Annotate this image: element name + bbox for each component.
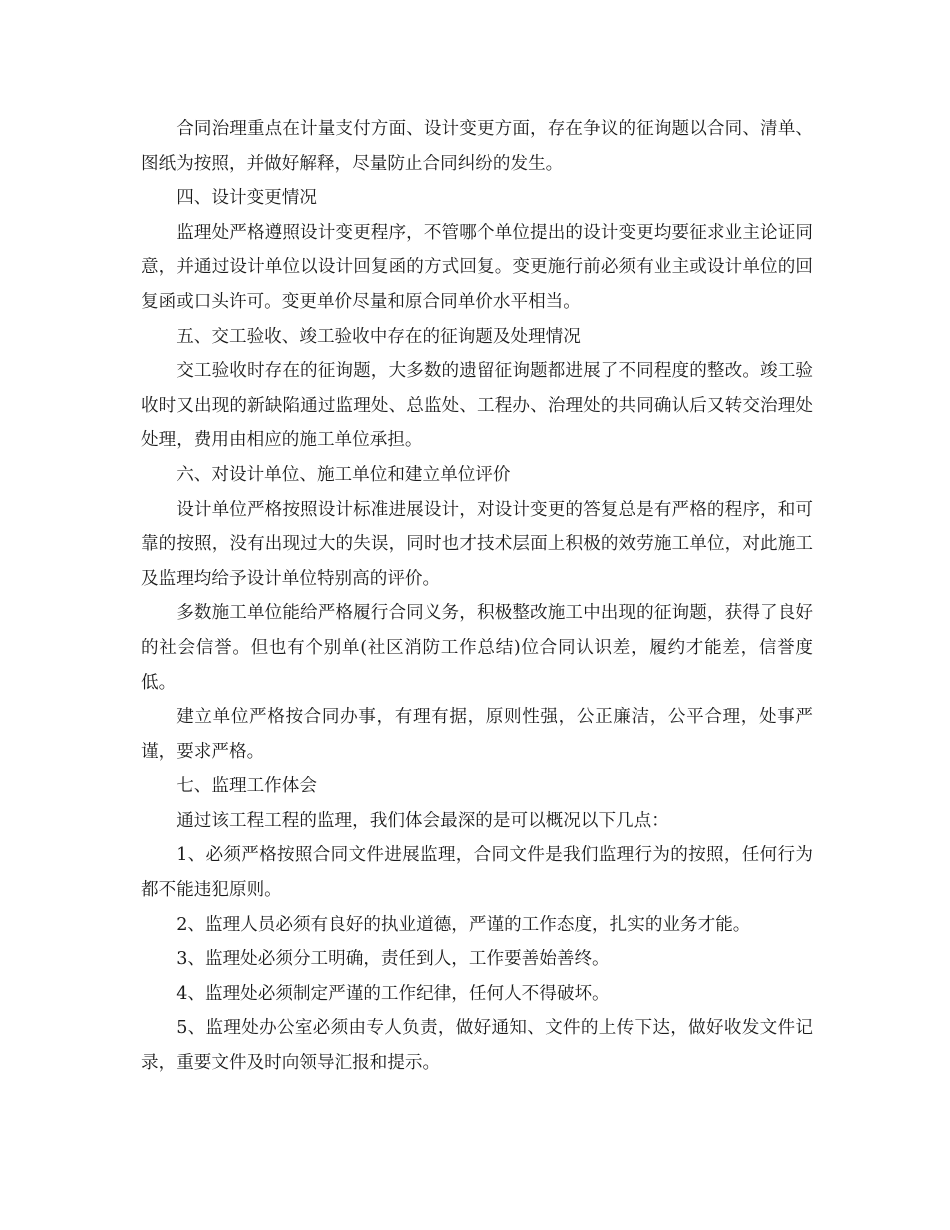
section-heading-supervision-experience: 七、监理工作体会	[176, 776, 317, 797]
document-body	[141, 112, 813, 1081]
section-heading-design-change: 四、设计变更情况	[176, 188, 317, 209]
list-item-point-3: 3、监理处必须分工明确，责任到人，工作要善始善终。	[176, 949, 610, 970]
paragraph-acceptance-issues: 交工验收时存在的征询题，大多数的遗留征询题都进展了不同程度的整改。竣工验收时又出现的新缺陷通过监理处、总监处、工程办、治理处的共同确认后又转交治理处处理，费用由相应的施工单位承担。	[141, 361, 813, 451]
paragraph-contract-management: 合同治理重点在计量支付方面、设计变更方面，存在争议的征询题以合同、清单、图纸为按照，并做好解释，尽量防止合同纠纷的发生。	[141, 119, 813, 174]
list-item-point-1: 1、必须严格按照合同文件进展监理，合同文件是我们监理行为的按照，任何行为都不能违犯原则。	[141, 845, 813, 901]
section-heading-acceptance-issues: 五、交工验收、竣工验收中存在的征询题及处理情况	[176, 326, 581, 347]
paragraph-design-unit-evaluation: 设计单位严格按照设计标准进展设计，对设计变更的答复总是有严格的程序，和可靠的按照，没有出现过大的失误，同时也才技术层面上积极的效劳施工单位，对此施工及监理均给予设计单位特别高的评价。	[141, 499, 813, 589]
paragraph-design-change: 监理处严格遵照设计变更程序，不管哪个单位提出的设计变更均要征求业主论证同意，并通过设计单位以设计回复函的方式回复。变更施行前必须有业主或设计单位的回复函或口头许可。变更单价尽量和原合同单价水平相当。	[141, 222, 813, 312]
paragraph-experience-intro: 通过该工程工程的监理，我们体会最深的是可以概况以下几点：	[176, 810, 669, 831]
list-item-point-2: 2、监理人员必须有良好的执业道德，严谨的工作态度，扎实的业务才能。	[176, 914, 751, 935]
paragraph-owner-unit-evaluation: 建立单位严格按合同办事，有理有据，原则性强，公正廉洁，公平合理，处事严谨，要求严格。	[141, 707, 813, 762]
paragraph-construction-unit-evaluation: 多数施工单位能给严格履行合同义务，积极整改施工中出现的征询题，获得了良好的社会信誉。但也有个别单(社区消防工作总结)位合同认识差，履约才能差，信誉度低。	[141, 603, 813, 693]
section-heading-unit-evaluation: 六、对设计单位、施工单位和建立单位评价	[176, 464, 511, 485]
list-item-point-5: 5、监理处办公室必须由专人负责，做好通知、文件的上传下达，做好收发文件记录，重要文件及时向领导汇报和提示。	[141, 1018, 813, 1074]
list-item-point-4: 4、监理处必须制定严谨的工作纪律，任何人不得破坏。	[176, 983, 610, 1004]
